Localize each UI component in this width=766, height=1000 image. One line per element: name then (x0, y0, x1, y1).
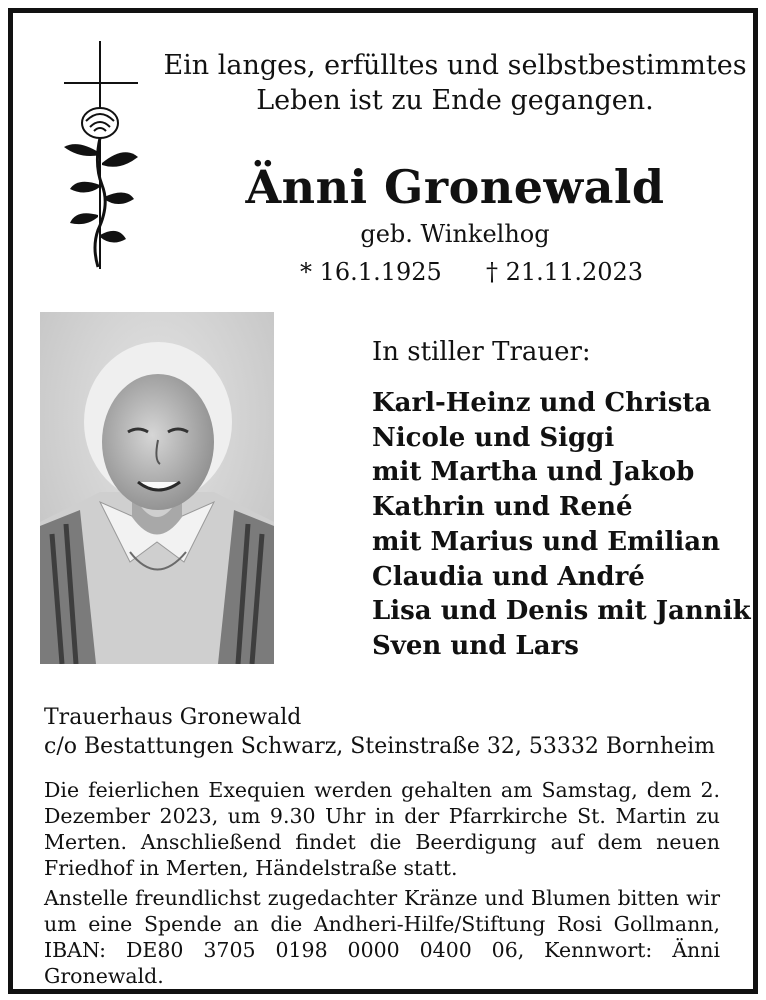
donation-request: Anstelle freundlichst zugedachter Kränze und Blumen bitten wir um eine Spende an die Andheri-Hilfe/Stiftung Rosi Gollmann, IBAN: DE80 3705 0198 0000 0400 06, Kennwort: Änni Gronewald. (44, 886, 720, 988)
mourner-item: mit Martha und Jakob (372, 457, 695, 488)
mourner-list (372, 386, 751, 664)
mourning-house-address (44, 703, 715, 761)
mourner-item: Lisa und Denis mit Jannik (372, 596, 751, 627)
portrait-photo (40, 312, 274, 664)
deceased-name: Änni Gronewald (245, 160, 665, 214)
death-date: † 21.11.2023 (486, 258, 644, 286)
mourner-item: Nicole und Siggi (372, 422, 615, 453)
intro-line-1: Ein langes, erfülltes und selbstbestimmtes (163, 50, 747, 81)
mourning-heading: In stiller Trauer: (372, 337, 591, 367)
cross-with-rose-icon (56, 35, 140, 275)
maiden-name: geb. Winkelhog (360, 220, 550, 248)
intro-line-2: Leben ist zu Ende gegangen. (256, 85, 654, 116)
birth-date: * 16.1.1925 (300, 258, 442, 286)
address-line-1: Trauerhaus Gronewald (44, 705, 302, 730)
funeral-details: Die feierlichen Exequien werden gehalten am Samstag, dem 2. Dezember 2023, um 9.30 Uhr in der Pfarrkirche St. Martin zu Merten. Anschließend findet die Beerdigung auf dem neuen Friedhof in Merten, Händelstraße statt. (44, 778, 720, 880)
address-line-2: c/o Bestattungen Schwarz, Steinstraße 32, 53332 Bornheim (44, 734, 716, 759)
mourner-item: Kathrin und René (372, 492, 633, 523)
mourner-item: mit Marius und Emilian (372, 526, 720, 557)
mourner-item: Sven und Lars (372, 630, 579, 661)
mourner-item: Karl-Heinz und Christa (372, 388, 712, 418)
mourner-item: Claudia und André (372, 561, 645, 592)
intro-text (160, 48, 750, 118)
